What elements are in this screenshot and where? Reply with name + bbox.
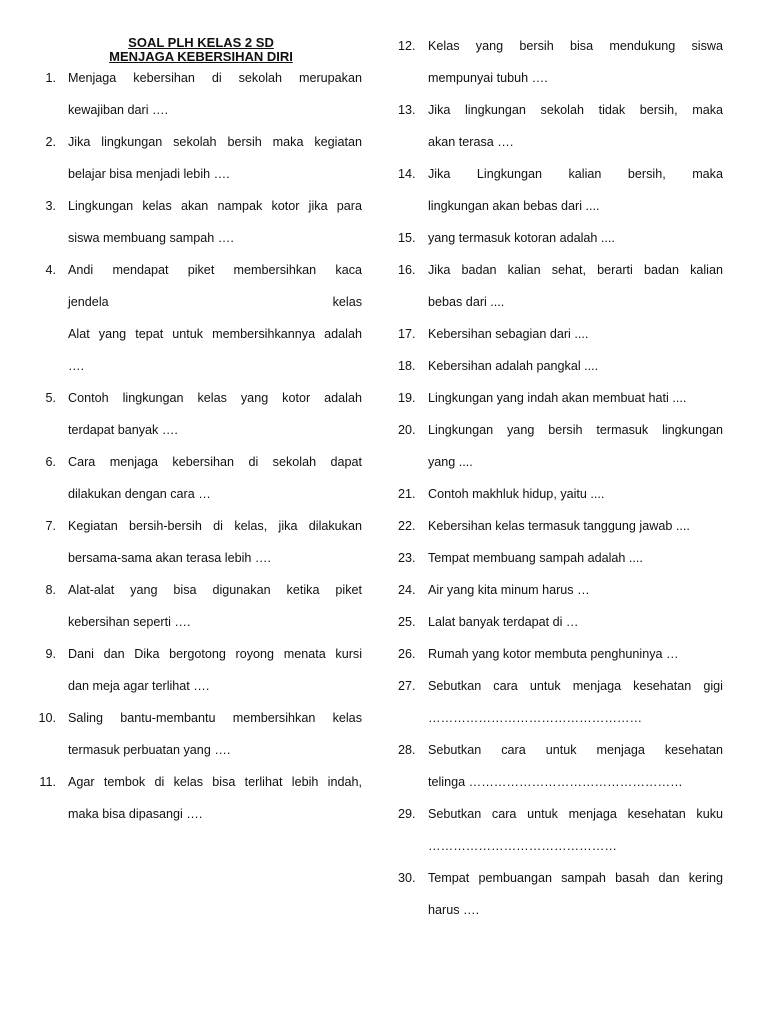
question-number: 22.: [398, 519, 416, 533]
question-item: [38, 702, 362, 766]
question-text: [428, 222, 723, 254]
question-item: [398, 798, 723, 862]
question-number: 11.: [39, 775, 56, 789]
question-item: [38, 638, 362, 702]
question-item: [38, 190, 362, 254]
question-item: [398, 158, 723, 222]
question-number: 30.: [398, 871, 416, 885]
question-number: 5.: [45, 391, 56, 405]
question-text: [428, 382, 723, 414]
question-item: [398, 318, 723, 350]
question-item: [398, 510, 723, 542]
question-number: 10.: [38, 711, 56, 725]
question-line: Jika lingkungan sekolah bersih maka kegiatan: [68, 135, 362, 149]
question-text: [428, 798, 723, 862]
question-item: [398, 542, 723, 574]
question-text: [68, 254, 362, 382]
question-line: Jika badan kalian sehat, berarti badan kalian: [428, 263, 723, 277]
worksheet-title: SOAL PLH KELAS 2 SD: [128, 35, 274, 50]
question-text: [428, 350, 723, 382]
worksheet-subtitle: MENJAGA KEBERSIHAN DIRI: [109, 49, 293, 64]
question-item: [38, 574, 362, 638]
question-text: [68, 382, 362, 446]
question-item: [38, 126, 362, 190]
question-column-left: [38, 62, 362, 830]
question-number: 12.: [398, 39, 416, 53]
question-number: 4.: [45, 263, 56, 277]
question-number: 16.: [398, 263, 416, 277]
question-line: Sebutkan cara untuk menjaga kesehatan kuku: [428, 807, 723, 821]
question-item: [38, 446, 362, 510]
question-text: [428, 478, 723, 510]
question-item: [398, 606, 723, 638]
question-line: Lingkungan yang indah akan membuat hati ....: [428, 391, 687, 405]
question-line: Tempat pembuangan sampah basah dan kering: [428, 871, 723, 885]
question-line: Lalat banyak terdapat di …: [428, 615, 579, 629]
question-line: dan meja agar terlihat ….: [68, 679, 210, 693]
question-line: siswa membuang sampah ….: [68, 231, 234, 245]
question-line: Rumah yang kotor membuta penghuninya …: [428, 647, 679, 661]
question-text: [68, 62, 362, 126]
question-text: [428, 606, 723, 638]
question-line: Alat-alat yang bisa digunakan ketika piket: [68, 583, 362, 597]
question-text: [428, 574, 723, 606]
question-text: [428, 254, 723, 318]
question-number: 13.: [398, 103, 416, 117]
question-item: [398, 574, 723, 606]
question-line: Lingkungan yang bersih termasuk lingkungan: [428, 423, 723, 437]
question-line: Menjaga kebersihan di sekolah merupakan: [68, 71, 362, 85]
question-text: [68, 766, 362, 830]
question-number: 19.: [398, 391, 416, 405]
question-line: Kegiatan bersih-bersih di kelas, jika dilakukan: [68, 519, 362, 533]
question-item: [38, 382, 362, 446]
question-number: 24.: [398, 583, 416, 597]
question-item: [398, 94, 723, 158]
question-line: kebersihan seperti ….: [68, 615, 191, 629]
question-text: [428, 542, 723, 574]
question-text: [428, 862, 723, 926]
question-line: Kebersihan sebagian dari ....: [428, 327, 589, 341]
question-number: 3.: [45, 199, 56, 213]
question-number: 21.: [398, 487, 416, 501]
worksheet-header: [40, 36, 362, 64]
question-item: [38, 510, 362, 574]
question-number: 2.: [45, 135, 56, 149]
question-item: [398, 350, 723, 382]
question-line: terdapat banyak ….: [68, 423, 178, 437]
question-line: Kebersihan adalah pangkal ....: [428, 359, 599, 373]
question-number: 28.: [398, 743, 416, 757]
question-number: 7.: [45, 519, 56, 533]
question-line: bersama-sama akan terasa lebih ….: [68, 551, 271, 565]
question-item: [398, 382, 723, 414]
question-text: [428, 734, 723, 798]
question-number: 29.: [398, 807, 416, 821]
question-text: [428, 94, 723, 158]
question-text: [68, 574, 362, 638]
question-item: [38, 766, 362, 830]
question-text: [428, 158, 723, 222]
question-text: [68, 126, 362, 190]
question-item: [398, 670, 723, 734]
question-text: [428, 318, 723, 350]
question-line: Tempat membuang sampah adalah ....: [428, 551, 643, 565]
question-item: [398, 478, 723, 510]
question-line: Kebersihan kelas termasuk tanggung jawab ....: [428, 519, 690, 533]
question-line: ………………………………………: [428, 839, 617, 853]
question-column-right: [398, 30, 723, 926]
question-number: 15.: [398, 231, 416, 245]
question-line: mempunyai tubuh ….: [428, 71, 548, 85]
question-line: Jika lingkungan sekolah tidak bersih, maka: [428, 103, 723, 117]
question-item: [398, 222, 723, 254]
question-item: [398, 862, 723, 926]
question-line: lingkungan akan bebas dari ....: [428, 199, 600, 213]
question-number: 6.: [45, 455, 56, 469]
question-line: ….: [68, 359, 85, 373]
question-line: termasuk perbuatan yang ….: [68, 743, 231, 757]
question-line: bebas dari ....: [428, 295, 505, 309]
question-number: 26.: [398, 647, 416, 661]
question-line: belajar bisa menjadi lebih ….: [68, 167, 230, 181]
question-line: akan terasa ….: [428, 135, 514, 149]
question-line: Alat yang tepat untuk membersihkannya adalah: [68, 327, 362, 341]
question-text: [68, 446, 362, 510]
question-number: 14.: [398, 167, 416, 181]
question-number: 27.: [398, 679, 416, 693]
question-text: [428, 638, 723, 670]
question-line: ……………………………………………: [428, 711, 643, 725]
question-number: 25.: [398, 615, 416, 629]
question-line: yang ....: [428, 455, 473, 469]
question-number: 23.: [398, 551, 416, 565]
question-item: [398, 30, 723, 94]
question-line: Agar tembok di kelas bisa terlihat lebih indah,: [68, 775, 362, 789]
question-line: Lingkungan kelas akan nampak kotor jika para: [68, 199, 362, 213]
question-number: 8.: [45, 583, 56, 597]
question-item: [398, 734, 723, 798]
question-number: 18.: [398, 359, 416, 373]
question-line: harus ….: [428, 903, 480, 917]
question-line: telinga ……………………………………………: [428, 775, 683, 789]
question-line: maka bisa dipasangi ….: [68, 807, 203, 821]
question-number: 20.: [398, 423, 416, 437]
question-line: Sebutkan cara untuk menjaga kesehatan gigi: [428, 679, 723, 693]
question-line: Andi mendapat piket membersihkan kaca: [68, 263, 362, 277]
question-number: 9.: [45, 647, 56, 661]
question-line: Dani dan Dika bergotong royong menata kursi: [68, 647, 362, 661]
question-text: [68, 702, 362, 766]
question-text: [428, 414, 723, 478]
question-line: Saling bantu-membantu membersihkan kelas: [68, 711, 362, 725]
question-text: [68, 510, 362, 574]
question-line: dilakukan dengan cara …: [68, 487, 211, 501]
question-number: 17.: [398, 327, 416, 341]
question-line: Kelas yang bersih bisa mendukung siswa: [428, 39, 723, 53]
question-text: [68, 190, 362, 254]
question-text: [428, 510, 723, 542]
question-number: 1.: [45, 71, 56, 85]
question-item: [38, 62, 362, 126]
question-line: Jika Lingkungan kalian bersih, maka: [428, 167, 723, 181]
question-line: Contoh lingkungan kelas yang kotor adalah: [68, 391, 362, 405]
question-item: [38, 254, 362, 382]
question-item: [398, 638, 723, 670]
question-item: [398, 254, 723, 318]
question-item: [398, 414, 723, 478]
question-line: Air yang kita minum harus …: [428, 583, 590, 597]
question-line: Cara menjaga kebersihan di sekolah dapat: [68, 455, 362, 469]
question-line: Contoh makhluk hidup, yaitu ....: [428, 487, 605, 501]
question-line: yang termasuk kotoran adalah ....: [428, 231, 615, 245]
question-text: [68, 638, 362, 702]
question-line: kewajiban dari ….: [68, 103, 169, 117]
question-text: [428, 30, 723, 94]
question-line: jendela kelas: [68, 295, 362, 309]
question-line: Sebutkan cara untuk menjaga kesehatan: [428, 743, 723, 757]
question-text: [428, 670, 723, 734]
